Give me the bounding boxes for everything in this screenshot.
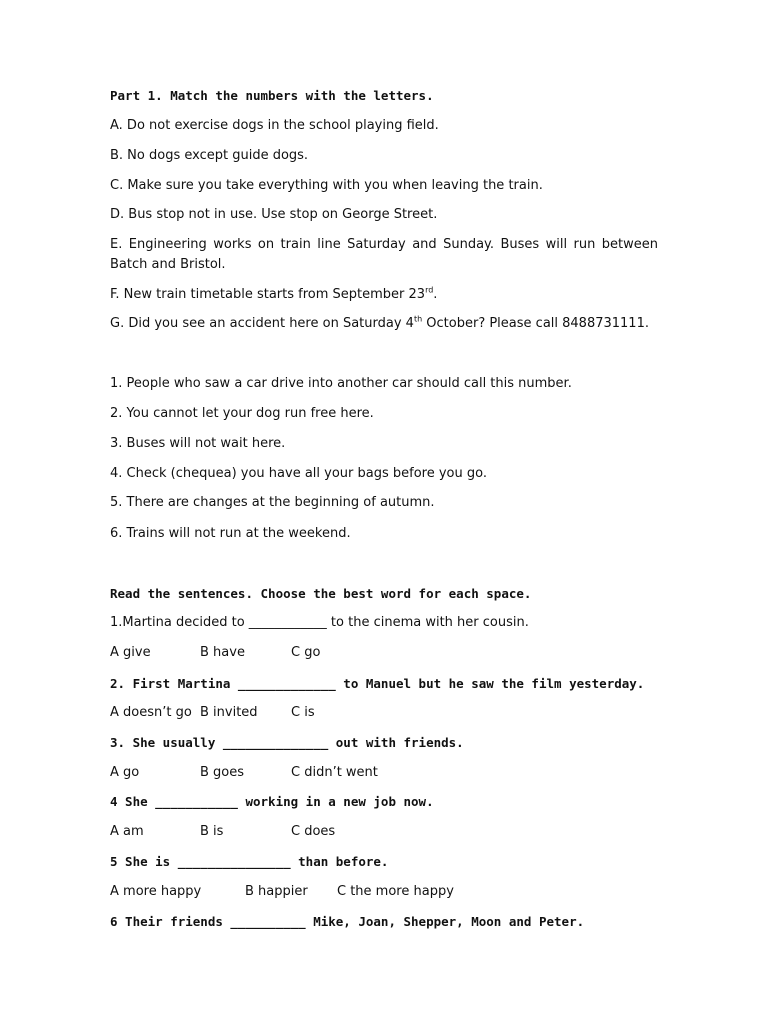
notice-e: E. Engineering works on train line Saturday and Sunday. Buses will run between Batch and Bristol. (110, 237, 658, 272)
notice-g-text: G. Did you see an accident here on Saturday 4 (110, 316, 414, 331)
notice-c: C. Make sure you take everything with you when leaving the train. (110, 178, 543, 193)
notice-g (110, 315, 649, 333)
option-b: B goes (200, 765, 245, 780)
question-5: 5 She is _______________ than before. (110, 854, 389, 869)
question-4-options (0, 823, 768, 841)
option-c: C the more happy (337, 884, 454, 899)
question-3: 3. She usually ______________ out with friends. (110, 735, 464, 750)
statement-1: 1. People who saw a car drive into another car should call this number. (110, 376, 572, 391)
notice-f (110, 286, 437, 304)
option-c: C go (291, 645, 321, 660)
option-a: A more happy (110, 884, 202, 899)
notice-b: B. No dogs except guide dogs. (110, 148, 309, 163)
notice-d: D. Bus stop not in use. Use stop on George Street. (110, 207, 438, 222)
question-5-options (0, 883, 768, 901)
option-b: B happier (245, 884, 308, 899)
part2-heading: Read the sentences. Choose the best word for each space. (110, 586, 532, 601)
notice-f-text: F. New train timetable starts from September 23 (110, 287, 426, 302)
option-a: A doesn’t go (110, 705, 192, 720)
statement-4: 4. Check (chequea) you have all your bags before you go. (110, 466, 487, 481)
option-c: C does (291, 824, 336, 839)
option-a: A go (110, 765, 140, 780)
part1-heading: Part 1. Match the numbers with the letters. (110, 88, 434, 103)
question-4: 4 She ___________ working in a new job now. (110, 794, 434, 809)
question-2: 2. First Martina _____________ to Manuel but he saw the film yesterday. (110, 676, 645, 691)
option-c: C is (291, 705, 315, 720)
notice-f-sup: rd (425, 285, 434, 295)
option-a: A am (110, 824, 144, 839)
option-a: A give (110, 645, 151, 660)
statement-3: 3. Buses will not wait here. (110, 436, 286, 451)
notice-f-end: . (433, 287, 438, 302)
option-b: B is (200, 824, 224, 839)
statement-6: 6. Trains will not run at the weekend. (110, 526, 351, 541)
statement-2: 2. You cannot let your dog run free here. (110, 406, 374, 421)
notice-g-end: October? Please call 8488731111. (422, 316, 649, 331)
option-c: C didn’t went (291, 765, 378, 780)
question-6: 6 Their friends __________ Mike, Joan, Shepper, Moon and Peter. (110, 914, 585, 929)
notice-a: A. Do not exercise dogs in the school playing field. (110, 118, 439, 133)
statement-5: 5. There are changes at the beginning of autumn. (110, 495, 435, 510)
question-2-options (0, 704, 768, 722)
question-3-options (0, 764, 768, 782)
question-1: 1.Martina decided to ____________ to the cinema with her cousin. (110, 615, 529, 630)
question-1-options (0, 644, 768, 662)
notice-g-sup: th (413, 314, 423, 324)
option-b: B invited (200, 705, 258, 720)
option-b: B have (200, 645, 245, 660)
